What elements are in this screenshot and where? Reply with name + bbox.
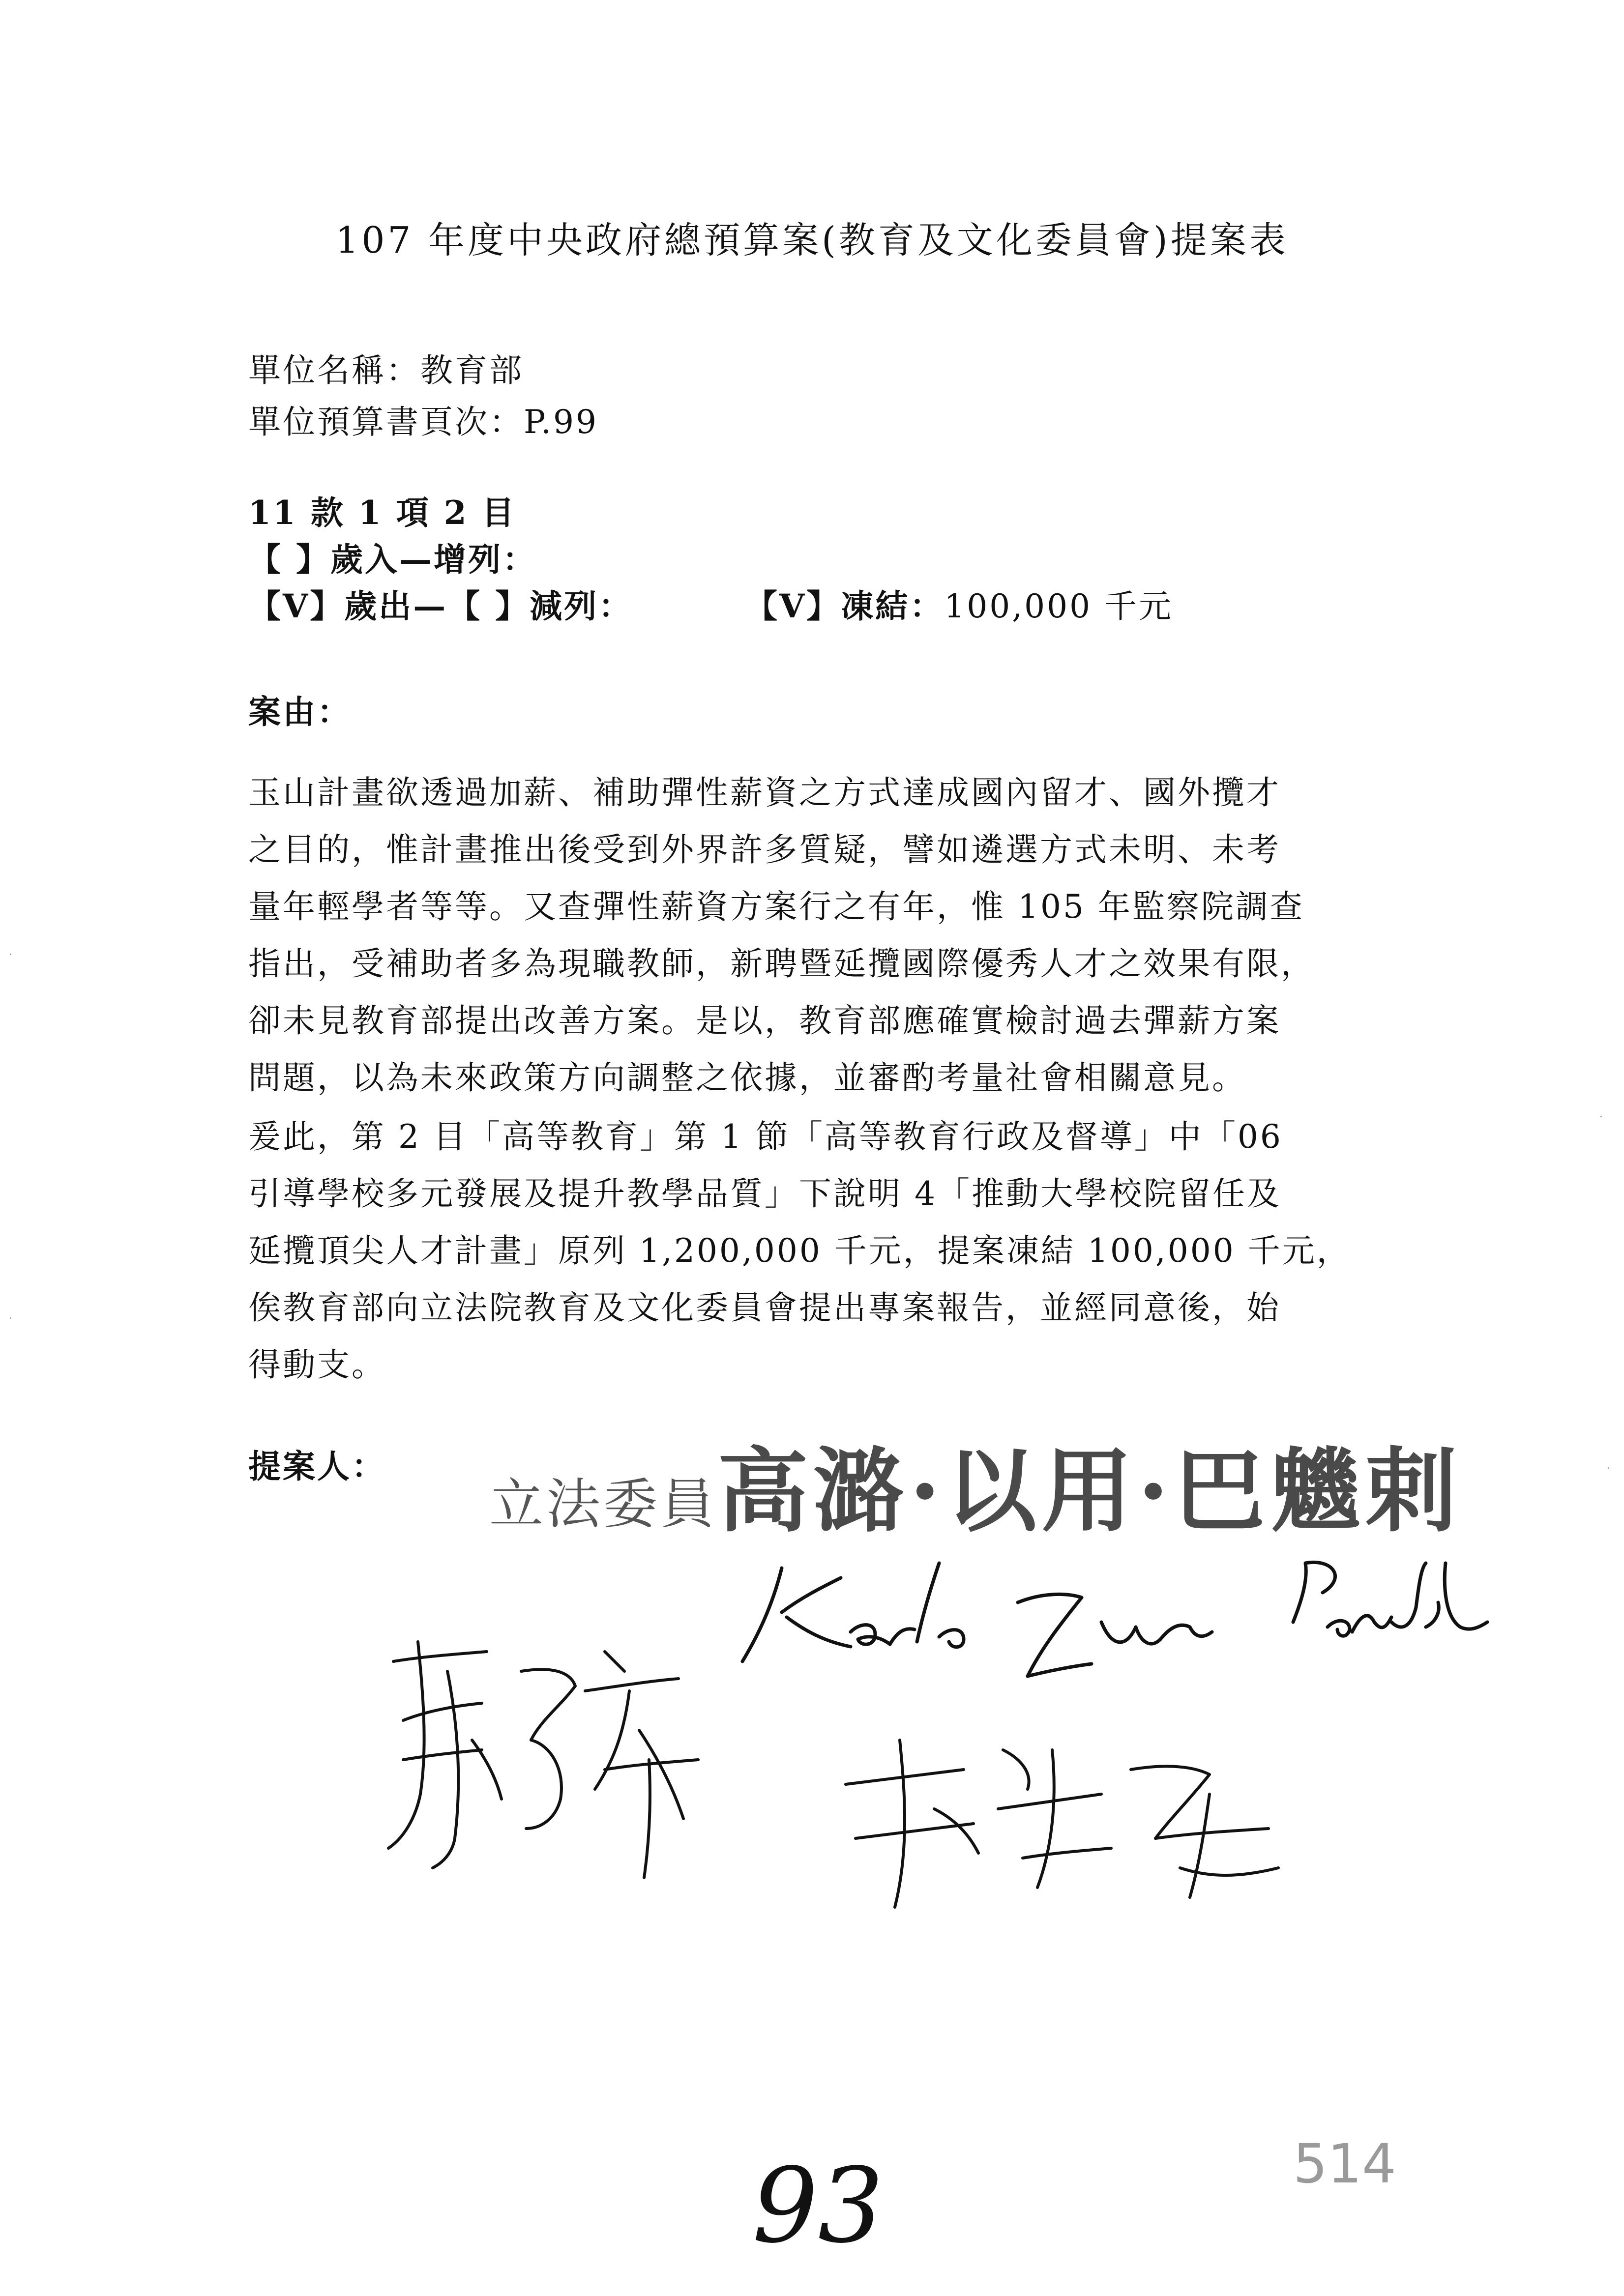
paragraph-line: 之目的，惟計畫推出後受到外界許多質疑，譬如遴選方式未明、未考 <box>248 831 1281 869</box>
reason-heading: 案由： <box>248 693 352 731</box>
unit-name: 單位名稱：教育部 <box>248 351 524 389</box>
page-title: 107 年度中央政府總預算案(教育及文化委員會)提案表 <box>335 219 1289 262</box>
paragraph-line: 玉山計畫欲透過加薪、補助彈性薪資之方式達成國內留才、國外攬才 <box>248 774 1281 812</box>
legislator-stamp <box>489 1418 1462 1549</box>
paragraph-line: 俟教育部向立法院教育及文化委員會提出專案報告，並經同意後，始 <box>248 1289 1281 1327</box>
revenue-line: 【 】歲入—增列： <box>248 540 537 579</box>
scan-speck <box>10 1317 11 1319</box>
pencil-page-number <box>1288 2123 1406 2207</box>
handwritten-page-number <box>738 2143 915 2271</box>
signature-chinese-right <box>836 1720 1308 1927</box>
paragraph-line: 卻未見教育部提出改善方案。是以，教育部應確實檢討過去彈薪方案 <box>248 1002 1281 1040</box>
paragraph-line: 延攬頂尖人才計畫」原列 1,200,000 千元，提案凍結 100,000 千元， <box>248 1232 1351 1270</box>
paragraph-line: 指出，受補助者多為現職教師，新聘暨延攬國際優秀人才之效果有限， <box>248 945 1315 983</box>
scan-speck <box>10 954 11 955</box>
freeze-value: 100,000 千元 <box>944 587 1174 625</box>
pencil-number-text: 514 <box>1293 2132 1396 2195</box>
signature-latin <box>728 1548 1495 1706</box>
stamp-prefix: 立法委員 <box>489 1473 717 1536</box>
scan-speck <box>1600 1116 1602 1117</box>
signature-chinese-left <box>374 1632 728 1888</box>
proposer-label: 提案人： <box>248 1447 386 1485</box>
page-number-text: 93 <box>752 2146 884 2266</box>
paragraph-line: 引導學校多元發展及提升教學品質」下說明 4「推動大學校院留任及 <box>248 1175 1281 1213</box>
freeze-label: 【V】凍結： <box>745 587 945 625</box>
stamp-name: 高潞·以用·巴魕剌 <box>717 1437 1462 1544</box>
paragraph-1 <box>248 764 1394 1106</box>
budget-page: 單位預算書頁次：P.99 <box>248 403 598 441</box>
freeze-line <box>745 580 1173 627</box>
paragraph-line: 爰此，第 2 目「高等教育」第 1 節「高等教育行政及督導」中「06 <box>248 1118 1283 1156</box>
paragraph-line: 問題，以為未來政策方向調整之依據，並審酌考量社會相關意見。 <box>248 1059 1246 1097</box>
paragraph-line: 量年輕學者等等。又查彈性薪資方案行之有年，惟 105 年監察院調查 <box>248 888 1304 926</box>
expenditure-line: 【V】歲出—【 】減列： <box>248 587 633 625</box>
scan-speck <box>1608 1467 1609 1469</box>
paragraph-2 <box>248 1108 1394 1394</box>
item-code: 11 款 1 項 2 目 <box>248 494 516 532</box>
paragraph-line: 得動支。 <box>248 1346 386 1384</box>
